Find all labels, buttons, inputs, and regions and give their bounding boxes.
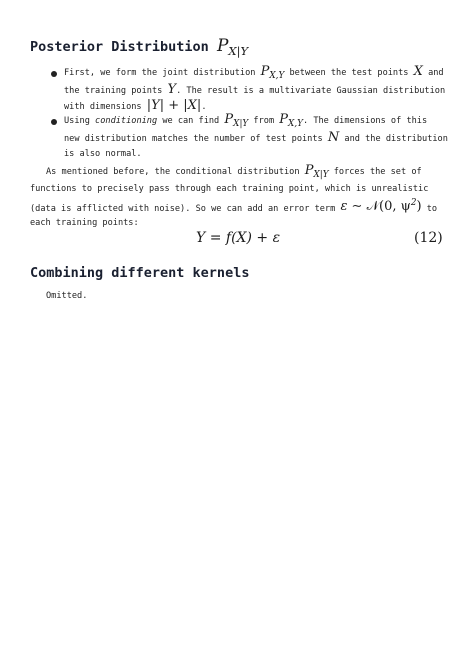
text-run: and the distribution (339, 134, 448, 145)
math-n: N (327, 130, 340, 146)
title-math-p: P (216, 36, 229, 56)
equation-equals: = (205, 230, 226, 246)
math-error-term (340, 199, 421, 214)
equation (196, 230, 280, 246)
math-args: (0, ψ (379, 199, 411, 215)
math-symbol: P (260, 64, 270, 79)
math-superscript: 2 (410, 198, 417, 209)
text-run: forces the set of (328, 167, 422, 177)
math-subscript: X|Y (233, 119, 249, 130)
math-subscript: X|Y (313, 170, 329, 181)
math-x: X (413, 64, 423, 79)
text-run: . (201, 101, 207, 112)
text-run: As mentioned before, the conditional distribution (46, 167, 305, 177)
bullet-marker (51, 119, 57, 125)
text-run: from (248, 116, 280, 126)
section-heading-kernels: Combining different kernels (30, 265, 250, 281)
equation-f: f (225, 230, 232, 246)
equation-lhs: Y (196, 230, 206, 246)
text-run: . The result is a multivariate Gaussian distribution (176, 86, 446, 97)
math-y: Y (167, 82, 177, 98)
text-line: functions to precisely pass through each training point, which is unrealistic (30, 184, 429, 195)
text-line (64, 131, 446, 146)
list-item-conditioning (64, 113, 446, 161)
math-p-x-given-y (304, 163, 329, 181)
text-line (64, 113, 446, 131)
math-p-xy (260, 64, 285, 82)
text-run: new distribution matches the number of test points (64, 134, 328, 145)
math-symbol: P (304, 163, 314, 178)
bullet-marker (51, 71, 57, 77)
math-subscript: X,Y (269, 71, 285, 82)
math-epsilon: ε ∼ (340, 199, 367, 215)
text-run: to (421, 203, 438, 214)
text-line (30, 164, 450, 182)
text-line: is also normal. (64, 148, 142, 159)
section-body: Omitted. (46, 291, 88, 301)
paragraph-conditional (30, 164, 450, 230)
text-run: . The dimensions of this (302, 116, 428, 126)
math-subscript: X,Y (288, 119, 303, 130)
text-line (64, 65, 446, 83)
math-dimensions: |Y| + |X| (146, 97, 202, 113)
math-p-xy (279, 112, 303, 130)
math-p-x-given-y (224, 112, 249, 130)
text-line (64, 99, 446, 114)
text-line (30, 197, 450, 216)
title-math (216, 36, 249, 59)
section-title: Posterior Distribution (30, 39, 209, 55)
math-close: ) (416, 199, 422, 215)
title-math-sub: X|Y (228, 44, 249, 59)
text-run: Using (64, 116, 96, 126)
math-normal-n: 𝒩 (366, 199, 380, 215)
equation-number: (12) (414, 230, 443, 246)
emphasis-conditioning: conditioning (95, 116, 158, 126)
section-heading-posterior (30, 36, 248, 58)
text-run: (data is afflicted with noise). So we can add an error term (30, 203, 341, 214)
equation-rhs: (X) + ε (231, 230, 281, 246)
list-item-joint-distribution (64, 65, 446, 114)
text-run: the training points (64, 86, 168, 97)
text-run: and (422, 68, 444, 78)
text-run: between the test points (284, 68, 414, 78)
text-line (64, 83, 446, 98)
text-run: First, we form the joint distribution (64, 68, 261, 78)
math-symbol: P (279, 112, 289, 127)
text-line: each training points: (30, 217, 139, 228)
text-run: we can find (157, 116, 225, 126)
math-symbol: P (224, 112, 234, 127)
text-run: with dimensions (64, 101, 147, 112)
